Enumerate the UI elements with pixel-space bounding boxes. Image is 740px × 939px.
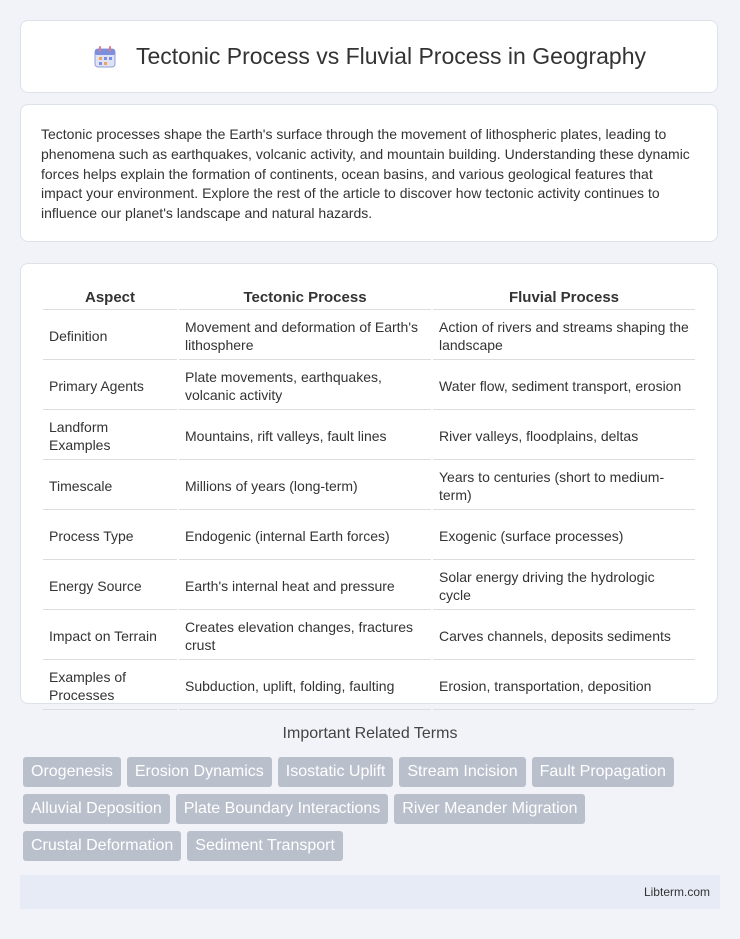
table-cell-tectonic: Plate movements, earthquakes, volcanic activity: [179, 362, 431, 410]
table-cell-tectonic: Earth's internal heat and pressure: [179, 562, 431, 610]
comparison-table: [41, 284, 697, 712]
table-cell-fluvial: Water flow, sediment transport, erosion: [433, 362, 695, 410]
table-cell-aspect: Landform Examples: [43, 412, 177, 460]
table-row: [43, 512, 695, 560]
table-cell-tectonic: Subduction, uplift, folding, faulting: [179, 662, 431, 710]
table-cell-tectonic: Movement and deformation of Earth's lithosphere: [179, 312, 431, 360]
related-term-tag[interactable]: Sediment Transport: [187, 831, 343, 861]
related-term-tag[interactable]: Plate Boundary Interactions: [176, 794, 389, 824]
header-aspect: Aspect: [43, 286, 177, 310]
table-row: [43, 612, 695, 660]
table-cell-tectonic: Creates elevation changes, fractures crust: [179, 612, 431, 660]
table-cell-tectonic: Endogenic (internal Earth forces): [179, 512, 431, 560]
related-term-tag[interactable]: Orogenesis: [23, 757, 121, 787]
table-cell-fluvial: Years to centuries (short to medium-term): [433, 462, 695, 510]
related-terms-list: [23, 757, 713, 861]
table-cell-fluvial: Erosion, transportation, deposition: [433, 662, 695, 710]
comparison-table-card: [20, 263, 718, 704]
related-term-tag[interactable]: Erosion Dynamics: [127, 757, 272, 787]
table-row: [43, 412, 695, 460]
footer: [20, 875, 720, 909]
related-term-tag[interactable]: Isostatic Uplift: [278, 757, 394, 787]
related-term-tag[interactable]: River Meander Migration: [394, 794, 585, 824]
table-header-row: [43, 286, 695, 310]
table-cell-aspect: Timescale: [43, 462, 177, 510]
title-card: [20, 20, 718, 93]
table-row: [43, 462, 695, 510]
table-row: [43, 312, 695, 360]
table-row: [43, 562, 695, 610]
table-cell-aspect: Examples of Processes: [43, 662, 177, 710]
related-term-tag[interactable]: Crustal Deformation: [23, 831, 181, 861]
table-cell-tectonic: Millions of years (long-term): [179, 462, 431, 510]
related-terms-heading: Important Related Terms: [282, 725, 458, 742]
table-cell-aspect: Impact on Terrain: [43, 612, 177, 660]
page-title: Tectonic Process vs Fluvial Process in Geography: [135, 43, 647, 69]
table-cell-aspect: Primary Agents: [43, 362, 177, 410]
table-cell-fluvial: River valleys, floodplains, deltas: [433, 412, 695, 460]
table-cell-fluvial: Action of rivers and streams shaping the landscape: [433, 312, 695, 360]
calendar-icon: [92, 44, 118, 70]
table-cell-fluvial: Solar energy driving the hydrologic cycle: [433, 562, 695, 610]
table-cell-fluvial: Carves channels, deposits sediments: [433, 612, 695, 660]
header-fluvial: Fluvial Process: [433, 286, 695, 310]
related-term-tag[interactable]: Stream Incision: [399, 757, 525, 787]
table-row: [43, 662, 695, 710]
table-cell-aspect: Process Type: [43, 512, 177, 560]
table-row: [43, 362, 695, 410]
table-cell-aspect: Definition: [43, 312, 177, 360]
intro-card: [20, 104, 718, 242]
related-term-tag[interactable]: Fault Propagation: [532, 757, 674, 787]
table-cell-aspect: Energy Source: [43, 562, 177, 610]
related-term-tag[interactable]: Alluvial Deposition: [23, 794, 170, 824]
table-cell-tectonic: Mountains, rift valleys, fault lines: [179, 412, 431, 460]
header-tectonic: Tectonic Process: [179, 286, 431, 310]
table-cell-fluvial: Exogenic (surface processes): [433, 512, 695, 560]
footer-site-link[interactable]: Libterm.com: [643, 885, 710, 899]
intro-text: Tectonic processes shape the Earth's surface through the movement of lithospheric plates, leading to phenomena such as earthquakes, volcanic activity, and mountain building. Understanding these dynamic forces helps explain the formation of continents, ocean basins, and various geological features that impact your environment. Explore the rest of the article to discover how tectonic activity continues to influence our planet's landscape and natural hazards.: [41, 126, 690, 222]
